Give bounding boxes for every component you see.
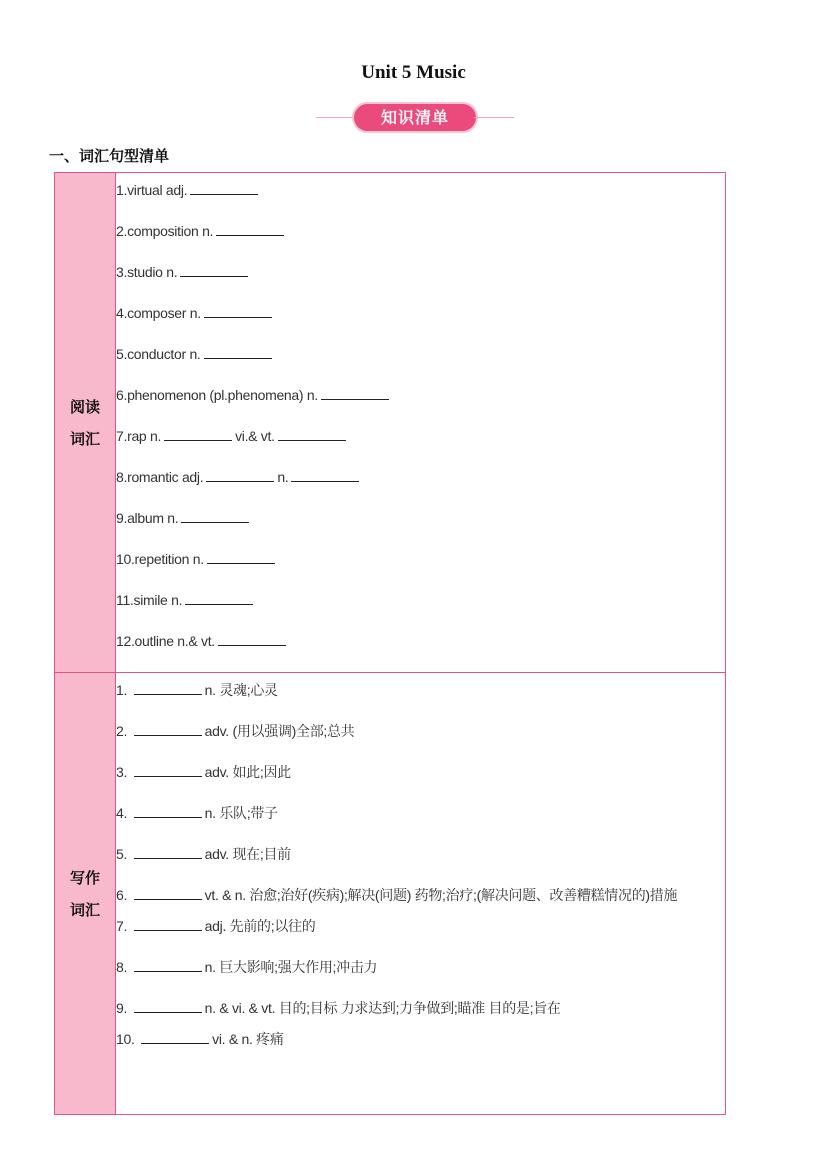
answer-blank[interactable] [141,1029,209,1044]
banner-label: 知识清单 [354,104,476,131]
item-definition: adv. 如此;因此 [204,764,291,780]
section-banner [316,104,514,132]
answer-blank[interactable] [190,180,258,195]
item-definition: adv. (用以强调)全部;总共 [204,723,355,739]
item-term: 8.romantic adj. [116,469,204,485]
item-term: 2.composition n. [116,223,214,239]
list-item [116,549,725,590]
answer-blank[interactable] [181,508,249,523]
item-number: 9. [116,1000,128,1016]
item-number: 3. [116,764,128,780]
writing-label-line2: 词汇 [69,900,100,919]
reading-category-cell [55,173,116,673]
item-definition: n. 巨大影响;强大作用;冲击力 [204,959,378,975]
answer-blank[interactable] [134,916,202,931]
list-item [116,467,725,508]
answer-blank[interactable] [291,467,359,482]
item-term: 5.conductor n. [116,346,201,362]
list-item [116,262,725,303]
item-number: 5. [116,846,128,862]
answer-blank[interactable] [134,762,202,777]
list-item [116,957,725,998]
item-number: 4. [116,805,128,821]
list-item [116,1029,725,1070]
list-item [116,221,725,262]
list-item [116,508,725,549]
writing-items-cell [116,673,726,1115]
list-item [116,996,725,1029]
writing-category-cell [55,673,116,1115]
answer-blank[interactable] [204,303,272,318]
list-item [116,916,725,957]
item-term: 3.studio n. [116,264,178,280]
item-term: 11.simile n. [116,592,183,608]
item-definition: n. 乐队;带子 [204,805,278,821]
item-number: 1. [116,682,128,698]
reading-vocab-row [55,173,726,673]
answer-blank[interactable] [134,721,202,736]
reading-items-cell [116,173,726,673]
item-term: 6.phenomenon (pl.phenomena) n. [116,387,318,403]
writing-items-list [116,673,725,1070]
answer-blank[interactable] [134,957,202,972]
list-item [116,180,725,221]
answer-blank[interactable] [278,426,346,441]
answer-blank[interactable] [134,680,202,695]
list-item [116,426,725,467]
answer-blank[interactable] [206,467,274,482]
list-item [116,883,725,916]
list-item [116,344,725,385]
answer-blank[interactable] [204,344,272,359]
list-item [116,762,725,803]
item-number: 6. [116,887,128,903]
answer-blank[interactable] [134,885,202,900]
item-definition: vi. & n. 疼痛 [212,1031,284,1047]
writing-category-label [70,862,100,926]
reading-category-label [70,391,100,455]
answer-blank[interactable] [180,262,248,277]
vocabulary-table [54,172,726,1115]
item-term-secondary: vi.& vt. [235,428,275,444]
item-definition: n. 灵魂;心灵 [204,682,278,698]
writing-vocab-row [55,673,726,1115]
item-term: 12.outline n.& vt. [116,633,215,649]
answer-blank[interactable] [321,385,389,400]
section-heading: 一、词汇句型清单 [49,147,170,165]
writing-label-line1: 写作 [69,868,100,887]
page-title: Unit 5 Music [361,62,466,83]
banner-divider-left [316,117,356,118]
item-term: 10.repetition n. [116,551,204,567]
item-term: 1.virtual adj. [116,182,188,198]
item-definition: n. & vi. & vt. 目的;目标 力求达到;力争做到;瞄准 目的是;旨在 [204,1000,561,1016]
list-item [116,680,725,721]
answer-blank[interactable] [134,998,202,1013]
list-item [116,721,725,762]
item-term-secondary: n. [277,469,289,485]
item-definition: adj. 先前的;以往的 [204,918,316,934]
answer-blank[interactable] [218,631,286,646]
reading-items-list [116,173,725,672]
answer-blank[interactable] [185,590,253,605]
item-definition: vt. & n. 治愈;治好(疾病);解决(问题) 药物;治疗;(解决问题、改善糟糕情况的)措施 [204,887,678,903]
item-number: 8. [116,959,128,975]
banner-divider-right [474,117,514,118]
list-item [116,590,725,631]
list-item [116,631,725,672]
answer-blank[interactable] [216,221,284,236]
item-number: 7. [116,918,128,934]
item-definition: adv. 现在;目前 [204,846,291,862]
item-number: 10. [116,1031,135,1047]
item-number: 2. [116,723,128,739]
list-item [116,303,725,344]
answer-blank[interactable] [164,426,232,441]
item-term: 7.rap n. [116,428,162,444]
reading-label-line2: 词汇 [69,429,100,448]
item-term: 9.album n. [116,510,179,526]
answer-blank[interactable] [134,844,202,859]
list-item [116,385,725,426]
answer-blank[interactable] [134,803,202,818]
list-item [116,803,725,844]
answer-blank[interactable] [207,549,275,564]
item-term: 4.composer n. [116,305,201,321]
list-item [116,844,725,885]
reading-label-line1: 阅读 [69,397,100,416]
